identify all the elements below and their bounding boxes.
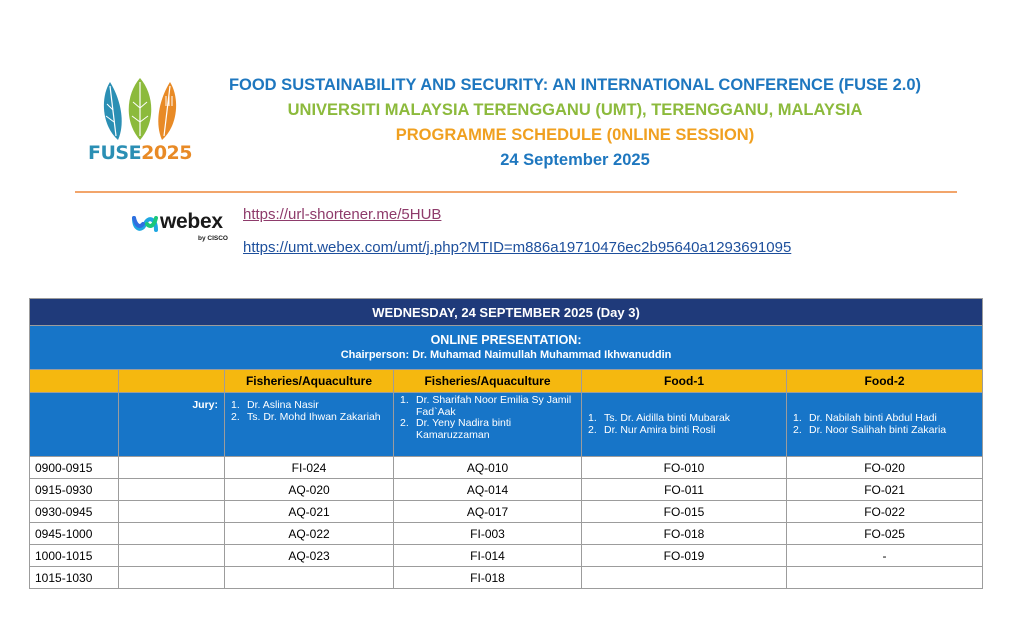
slot-cell xyxy=(225,567,394,589)
category-header-row xyxy=(30,370,983,393)
time-cell: 0945-1000 xyxy=(30,523,119,545)
university-title: UNIVERSITI MALAYSIA TERENGGANU (UMT), TERENGGANU, MALAYSIA xyxy=(287,101,863,119)
header-divider xyxy=(75,191,957,193)
time-cell: 0930-0945 xyxy=(30,501,119,523)
online-presentation-title: ONLINE PRESENTATION: xyxy=(430,332,582,347)
programme-title: PROGRAMME SCHEDULE (0NLINE SESSION) xyxy=(395,126,755,144)
table-row xyxy=(30,567,983,589)
slot-cell: AQ-010 xyxy=(394,457,582,479)
short-meeting-link[interactable]: https://url-shortener.me/5HUB xyxy=(243,206,442,223)
slot-cell: FO-011 xyxy=(582,479,787,501)
online-presentation-row xyxy=(30,326,983,370)
jury-member: 2. Ts. Dr. Mohd Ihwan Zakariah xyxy=(231,410,381,423)
slot-cell: - xyxy=(787,545,983,567)
slot-cell: FO-020 xyxy=(787,457,983,479)
time-cell: 0900-0915 xyxy=(30,457,119,479)
slot-cell: FI-018 xyxy=(394,567,582,589)
three-leaves-logo-icon xyxy=(96,76,184,142)
slot-cell xyxy=(119,479,225,501)
slot-cell: AQ-023 xyxy=(225,545,394,567)
logo-wordmark xyxy=(88,142,192,164)
category-header-cell: Fisheries/Aquaculture xyxy=(394,370,582,393)
slot-cell: AQ-022 xyxy=(225,523,394,545)
chairperson: Chairperson: Dr. Muhamad Naimullah Muhammad Ikhwanuddin xyxy=(340,348,672,361)
webex-meeting-link[interactable]: https://umt.webex.com/umt/j.php?MTID=m886a19710476ec2b95640a1293691095 xyxy=(243,239,792,256)
slot-cell: FO-025 xyxy=(787,523,983,545)
jury-cell xyxy=(787,393,983,457)
slot-cell xyxy=(582,567,787,589)
jury-member: 1. Ts. Dr. Aidilla binti Mubarak xyxy=(588,412,731,424)
jury-cell xyxy=(582,393,787,457)
category-header-cell: Food-2 xyxy=(787,370,983,393)
jury-row xyxy=(30,393,983,457)
jury-member: 1. Dr. Sharifah Noor Emilia Sy Jamil Fad`Aak xyxy=(400,394,572,418)
fuse-logo xyxy=(88,76,192,168)
slot-cell: FO-022 xyxy=(787,501,983,523)
slot-cell: FI-024 xyxy=(225,457,394,479)
table-row xyxy=(30,545,983,567)
jury-member: 1. Dr. Nabilah binti Abdul Hadi xyxy=(793,412,937,424)
time-cell: 1015-1030 xyxy=(30,567,119,589)
slot-cell: FO-019 xyxy=(582,545,787,567)
slot-cell: AQ-017 xyxy=(394,501,582,523)
date-title: 24 September 2025 xyxy=(500,151,650,169)
schedule-table xyxy=(29,298,983,589)
online-presentation-cell xyxy=(30,326,983,370)
logo-word-year: 2025 xyxy=(141,142,192,164)
slot-cell: FO-015 xyxy=(582,501,787,523)
slot-cell: FI-003 xyxy=(394,523,582,545)
conference-title: FOOD SUSTAINABILITY AND SECURITY: AN INTERNATIONAL CONFERENCE (FUSE 2.0) xyxy=(228,76,922,94)
jury-member: 2. Dr. Noor Salihah binti Zakaria xyxy=(793,423,947,436)
slot-cell: FO-018 xyxy=(582,523,787,545)
day-header-row xyxy=(30,299,983,326)
slot-cell xyxy=(119,567,225,589)
webex-wordmark: webex xyxy=(160,210,223,233)
jury-member: 2. Dr. Yeny Nadira binti Kamaruzzaman xyxy=(400,417,512,441)
table-row xyxy=(30,457,983,479)
time-cell: 1000-1015 xyxy=(30,545,119,567)
jury-cell xyxy=(394,393,582,457)
slot-cell: FO-010 xyxy=(582,457,787,479)
category-header-cell: Food-1 xyxy=(582,370,787,393)
slot-cell xyxy=(119,545,225,567)
slot-cell: AQ-020 xyxy=(225,479,394,501)
jury-cell xyxy=(225,393,394,457)
jury-member: 1. Dr. Aslina Nasir xyxy=(231,399,319,411)
category-header-cell xyxy=(119,370,225,393)
slot-cell: FO-021 xyxy=(787,479,983,501)
jury-member: 2. Dr. Nur Amira binti Rosli xyxy=(588,423,716,436)
slot-cell: FI-014 xyxy=(394,545,582,567)
table-row xyxy=(30,501,983,523)
slot-cell xyxy=(119,523,225,545)
table-row xyxy=(30,523,983,545)
slot-cell: AQ-021 xyxy=(225,501,394,523)
webex-logo xyxy=(132,210,242,246)
day-heading: WEDNESDAY, 24 SEPTEMBER 2025 (Day 3) xyxy=(30,299,983,326)
time-cell: 0915-0930 xyxy=(30,479,119,501)
slot-cell: AQ-014 xyxy=(394,479,582,501)
category-header-cell: Fisheries/Aquaculture xyxy=(225,370,394,393)
logo-word-fuse: FUSE xyxy=(88,142,142,164)
slot-cell xyxy=(119,457,225,479)
table-row xyxy=(30,479,983,501)
slot-cell xyxy=(787,567,983,589)
jury-label: Jury: xyxy=(119,393,225,457)
webex-logo-icon xyxy=(132,214,158,234)
jury-empty-cell xyxy=(30,393,119,457)
category-header-cell xyxy=(30,370,119,393)
webex-by-cisco: by CISCO xyxy=(198,235,228,242)
slot-cell xyxy=(119,501,225,523)
